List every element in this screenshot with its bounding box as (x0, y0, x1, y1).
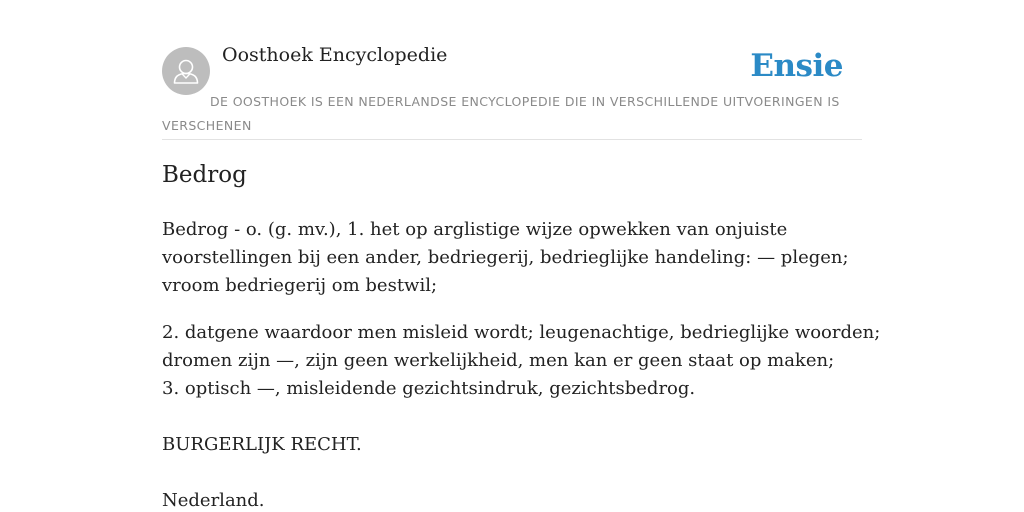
definition-line: Bedrog - o. (g. mv.), 1. het op arglistige wijze opwekken van onjuiste (162, 219, 788, 240)
section-heading: BURGERLIJK RECHT. (162, 434, 362, 455)
definition-line: vroom bedriegerij om bestwil; (162, 275, 438, 296)
user-icon (162, 47, 210, 95)
ensie-logo[interactable]: Ensie (750, 48, 843, 84)
source-name-link[interactable]: Oosthoek Encyclopedie (222, 44, 448, 66)
definition-line: dromen zijn —, zijn geen werkelijkheid, men kan er geen staat op maken; (162, 350, 835, 371)
section-subheading: Nederland. (162, 490, 265, 511)
article-title: Bedrog (162, 162, 247, 188)
definition-paragraph (162, 319, 881, 403)
definition-line: voorstellingen bij een ander, bedriegerij, bedrieglijke handeling: — plegen; (162, 247, 849, 268)
definition-paragraph (162, 216, 862, 300)
source-tagline: DE OOSTHOEK IS EEN NEDERLANDSE ENCYCLOPEDIE DIE IN VERSCHILLENDE UITVOERINGEN IS VERSCHENEN (162, 94, 840, 133)
source-avatar[interactable] (162, 47, 210, 95)
header (162, 0, 862, 140)
definition-line: 3. optisch —, misleidende gezichtsindruk, gezichtsbedrog. (162, 378, 696, 399)
definition-line: 2. datgene waardoor men misleid wordt; leugenachtige, bedrieglijke woorden; (162, 322, 881, 343)
